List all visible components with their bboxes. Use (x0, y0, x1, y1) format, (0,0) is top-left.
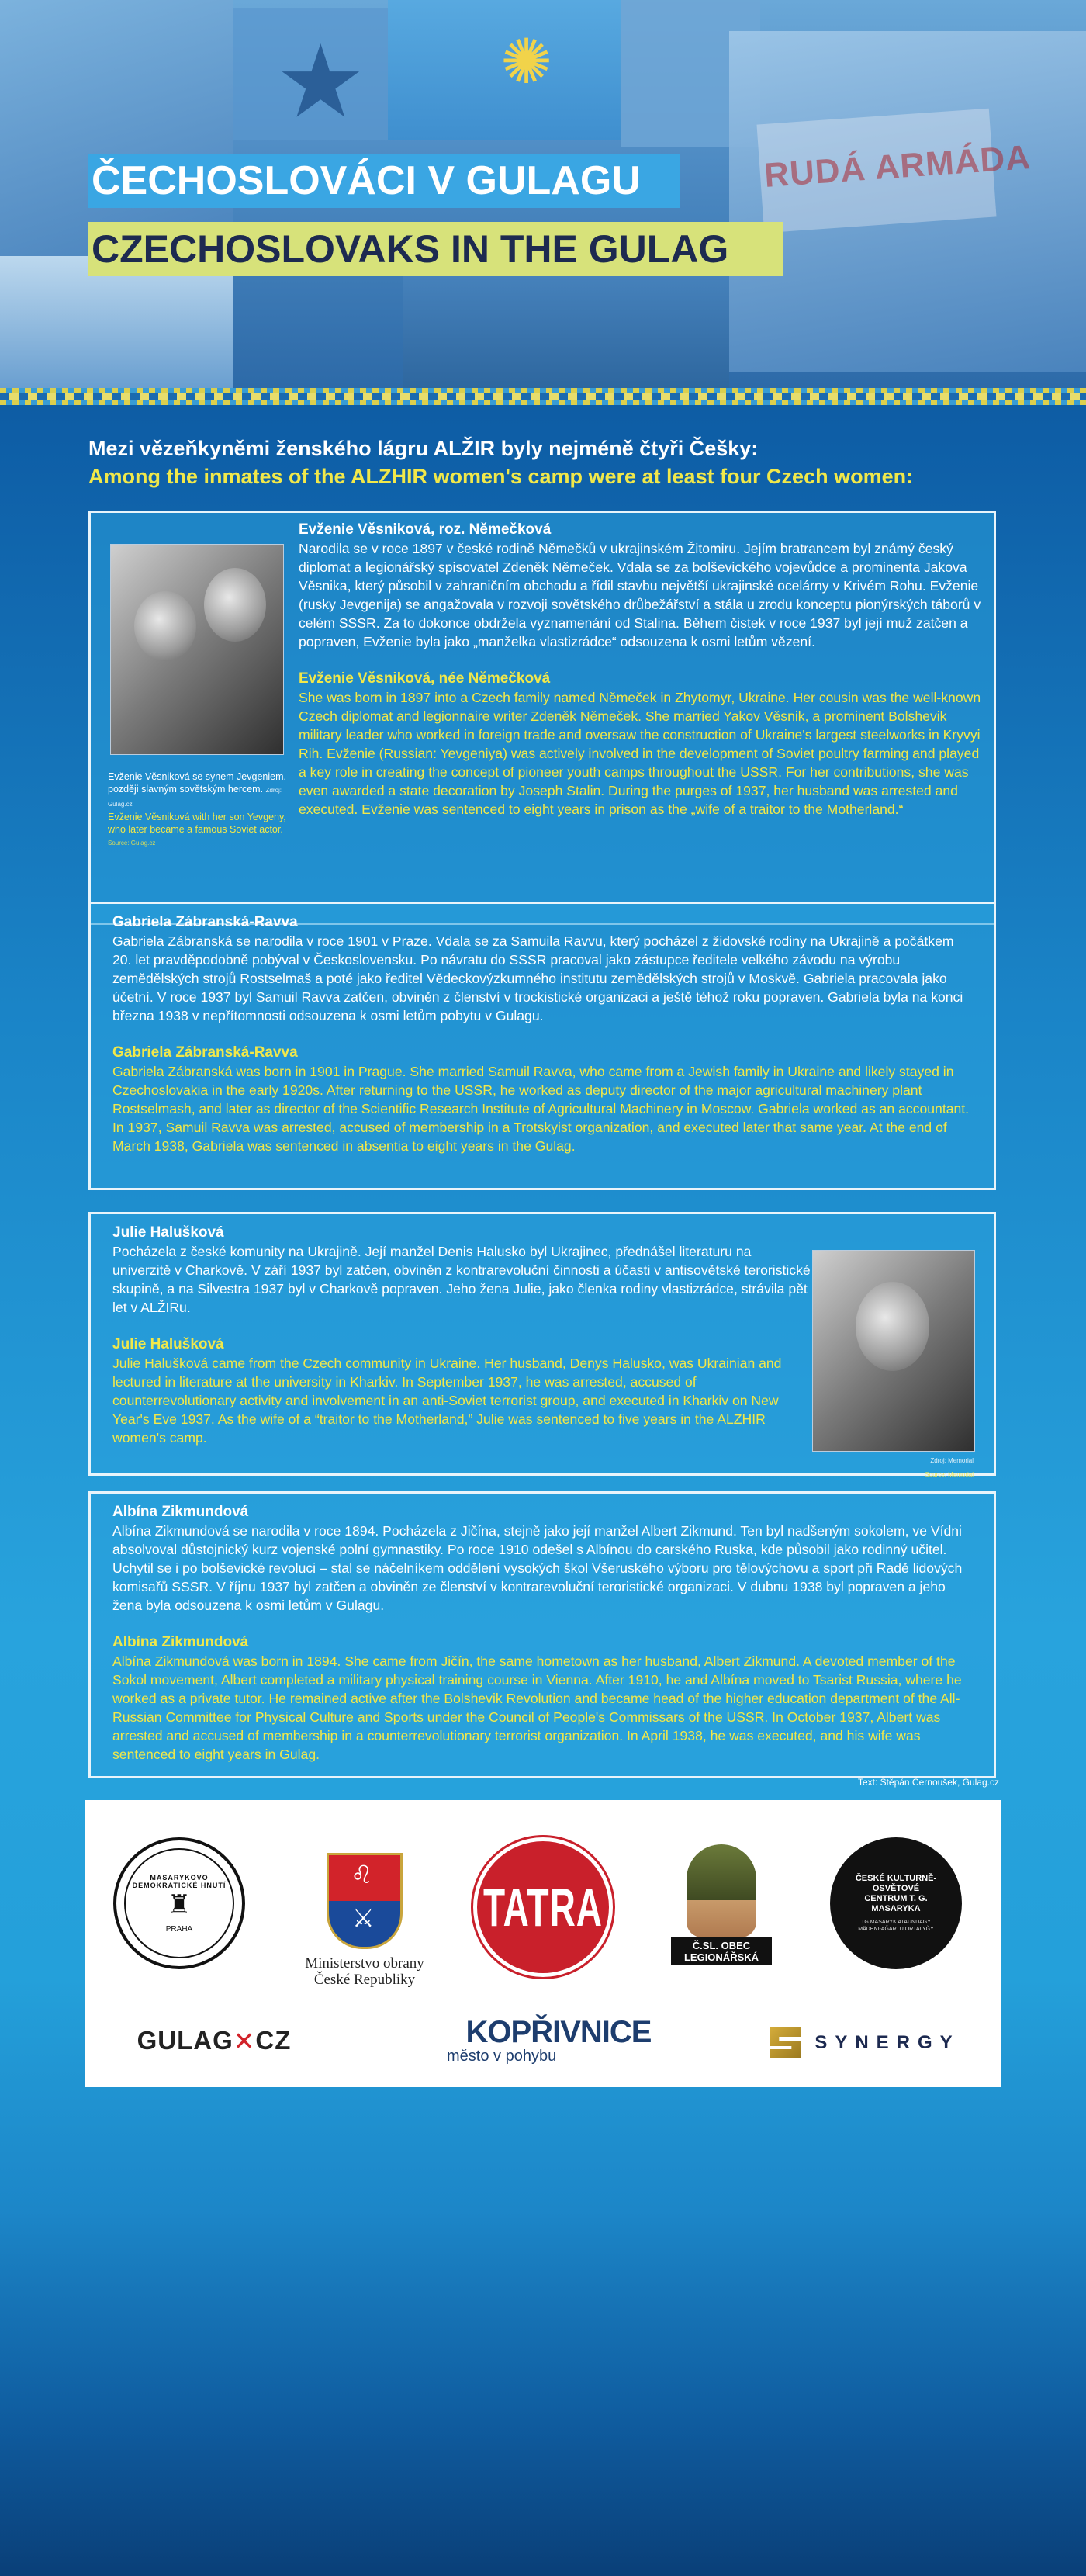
name-english: Evženie Věsniková, née Němečková (299, 670, 551, 687)
collage-photo-statue (0, 0, 233, 256)
photo-haluskova (812, 1250, 975, 1452)
name-english: Julie Halušková (112, 1336, 224, 1352)
caption-source-czech: Zdroj: Memorial (930, 1457, 974, 1464)
name-czech: Albína Zikmundová (112, 1504, 249, 1520)
caption-source-english: Source: Gulag.cz (108, 840, 156, 847)
name-english: Albína Zikmundová (112, 1634, 249, 1650)
logo-synergy: SYNERGY (760, 2024, 970, 2062)
story-text (112, 1224, 811, 1447)
title-english: CZECHOSLOVAKS IN THE GULAG (88, 222, 783, 276)
newspaper-title: RUDÁ ARMÁDA (763, 138, 1032, 195)
logo-koprivnice: KOPŘIVNICE město v pohybu (447, 2015, 652, 2065)
caption-english: Evženie Věsniková with her son Yevgeny, who later became a famous Soviet actor. (108, 812, 286, 835)
story-box-haluskova (88, 1212, 996, 1476)
story-text (112, 1503, 974, 1764)
text-english: Albína Zikmundová was born in 1894. She came from Jičín, the same hometown as her husband, Albert Zikmund. A devoted member of the Sokol movement, Albert completed a military physical training course in Vienna. After 1910, he and Albína moved to Tsarist Russia, where he worked as a private tutor. He remained active after the Bolshevik Revolution and became head of the higher education department of the All-Russian Committee for Physical Culture and Sports under the Council of People's Commissars of the USSR. In October 1937, Albert was arrested and accused of membership in a counterrevolutionary terrorist organization. In April 1938, he was executed, and his wife was sentenced to eight years in Gulag. (112, 1653, 962, 1762)
text-english: Julie Halušková came from the Czech community in Ukraine. Her husband, Denys Halusko, was Ukrainian and lectured in literature at the university in Kharkiv. In September 1937, he was arrested, accused of counterrevolutionary activity and involvement in an anti-Soviet terrorist group, and executed in Kharkiv on New Year's Eve 1937. As the wife of a “traitor to the Motherland,” Julie was sentenced to five years in the ALZHIR women's camp. (112, 1356, 782, 1446)
story-box-vesnikova (88, 511, 996, 925)
intro-czech: Mezi vězeňkyněmi ženského lágru ALŽIR byly nejméně čtyři Češky: (88, 437, 759, 460)
logo-masaryk-cultural-centre: ČESKÉ KULTURNĚ-OSVĚTOVÉ CENTRUM T. G. MASARYKA TG MASARYK ATAUNDAGY MÄDENI-AĞARTU ORTALYĞY (830, 1837, 962, 1969)
text-czech: Gabriela Zábranská se narodila v roce 1901 v Praze. Vdala se za Samuila Ravvu, který pocházel z židovské rodiny na Ukrajině a počátkem 20. let pravděpodobně pobýval v Československu. Po návratu do SSSR pracoval jako zástupce ředitele velkého závodu na výrobu zemědělských strojů Rostselmaš a poté jako ředitel Vědeckovýzkumného institutu zemědělských strojů v Moskvě. Gabriela pracovala jako účetní. V roce 1937 byl Samuil Ravva zatčen, obviněn z členství v trockistické organizaci a ještě téhož roku popraven. Gabriela byla na konci března 1938 v nepřítomnosti odsouzena k osmi letům pobytu v Gulagu. (112, 933, 963, 1023)
text-credit: Text: Štěpán Černoušek, Gulag.cz (857, 1777, 999, 1788)
logo-gulag-cz: GULAG ✕ CZ (137, 2026, 292, 2055)
text-english: She was born in 1897 into a Czech family named Němeček in Zhytomyr, Ukraine. Her cousin was the well-known Czech diplomat and legionnaire writer Zdeněk Němeček. She married Yakov Věsnik, a prominent Bolshevik military leader who worked in foreign trade and oversaw the construction of Ukraine's largest steelworks in Kryvyi Rih. Evženie (Russian: Yevgeniya) was actively involved in the development of Soviet poultry farming and played a key role in creating the concept of pioneer youth camps throughout the USSR. For her contributions, she was even awarded a state decoration by Joseph Stalin. During the purges of 1937, her husband was arrested and executed. Evženie was sentenced to eight years in prison as the „wife of a traitor to the Motherland.“ (299, 690, 981, 817)
cross-icon: ✕ (233, 2026, 256, 2055)
story-text (112, 913, 974, 1155)
logo-ministry-of-defence: ♌ ⚔ Ministerstvo obrany České Republiky (295, 1831, 434, 2010)
text-czech: Albína Zikmundová se narodila v roce 1894. Pocházela z Jičína, stejně jako její manžel Albert Zikmund. Ten byl nadšeným sokolem, ve Vídni absolvoval důstojnický kurz vojenské polní gymnastiky. Po roce 1910 odešel s Albínou do carského Ruska, kde působil jako rodinný učitel. Uchytil se i po bolševické revoluci – stal se náčelníkem oddělení vysokých škol Všeruského výboru pro tělovýchovu a sport při Radě lidových komisařů SSSR. V říjnu 1937 byl zatčen a obviněn ze členství v kontrarevoluční teroristické organizaci. V dubnu 1938 byl popraven a jeho žena byla odsouzena k osmi letům v Gulagu. (112, 1523, 963, 1613)
sun-icon: ✺ (500, 27, 553, 96)
caption-czech: Evženie Věsniková se synem Jevgeniem, později slavným sovětským hercem. (108, 771, 286, 795)
title-czech: ČECHOSLOVÁCI V GULAGU (88, 154, 680, 208)
caption-source-czech: Zdroj: Gulag.cz (108, 787, 282, 808)
text-english: Gabriela Zábranská was born in 1901 in Prague. She married Samuil Ravva, who came from a Jewish family in Ukraine and likely stayed in Czechoslovakia in the early 1920s. After returning to the USSR, he worked as deputy director of the major agricultural machinery plant Rostselmash, and later as director of the Scientific Research Institute of Agricultural Machinery in Moscow. Gabriela worked as an accountant. In 1937, Samuil Ravva was arrested, accused of membership in a Trotskyist organization, and executed later that same year. At the end of March 1938, Gabriela was sentenced in absentia to eight years in the Gulag. (112, 1064, 970, 1154)
name-czech: Evženie Věsniková, roz. Němečková (299, 521, 552, 538)
story-box-zabranska (88, 902, 996, 1190)
photo-caption (108, 770, 286, 850)
name-czech: Julie Halušková (112, 1224, 224, 1241)
logo-masaryk-movement: MASARYKOVO DEMOKRATICKÉ HNUTÍ ♜ PRAHA (113, 1837, 245, 1969)
intro-english: Among the inmates of the ALZHIR women's camp were at least four Czech women: (88, 465, 914, 488)
photo-vesnikova-with-son (110, 544, 284, 755)
logo-legionary-community: Č.SL. OBEC LEGIONÁŘSKÁ (667, 1823, 776, 1986)
story-box-zikmundova (88, 1491, 996, 1778)
coat-of-arms-icon: ♌ ⚔ (327, 1853, 403, 1949)
logo-tatra: TATRA (473, 1837, 613, 1977)
name-english: Gabriela Zábranská-Ravva (112, 1044, 298, 1061)
partner-logos (85, 1800, 1001, 2087)
star-icon: ★ (275, 25, 366, 138)
text-czech: Narodila se v roce 1897 v české rodině Němečků v ukrajinském Žitomiru. Jejím bratrancem byl známý český diplomat a legionářský spisovatel Zdeněk Němeček. Vdala se za bolševického vojevůdce a prominenta Jakova Věsnika, který působil v zahraničním obchodu a řídil stavbu největší ukrajinské ocelárny v Krivém Rohu. Evženie (rusky Jevgenija) se angažovala v rozvoji sovětského drůbežářství a stála u zrodu konceptu pionýrských táborů v celém SSSR. Za to dokonce obdržela vyznamenání od Stalina. Během čistek v roce 1937 byl její muž zatčen a popraven, Evženie byla jako „manželka vlastizrádce“ odsouzena k osmi letům vězení. (299, 541, 981, 649)
photo-caption (812, 1453, 974, 1481)
castle-icon: ♜ (167, 1889, 192, 1920)
ornament-band (0, 388, 1086, 405)
caption-source-english: Source: Memorial (925, 1471, 974, 1478)
legionnaire-icon (687, 1844, 756, 1937)
story-text (299, 521, 981, 819)
synergy-s-icon (770, 2027, 801, 2058)
name-czech: Gabriela Zábranská-Ravva (112, 914, 298, 930)
text-czech: Pocházela z české komunity na Ukrajině. Její manžel Denis Halusko byl Ukrajinec, přednášel literaturu na univerzitě v Charkově. V září 1937 byl zatčen, obviněn z kontrarevoluční činnosti a účasti v antisovětské teroristické skupině, a na Silvestra 1937 byl v Charkově popraven. Jeho žena Julie, jako členka rodiny vlastizrádce, strávila pět let v ALŽIRu. (112, 1244, 811, 1315)
